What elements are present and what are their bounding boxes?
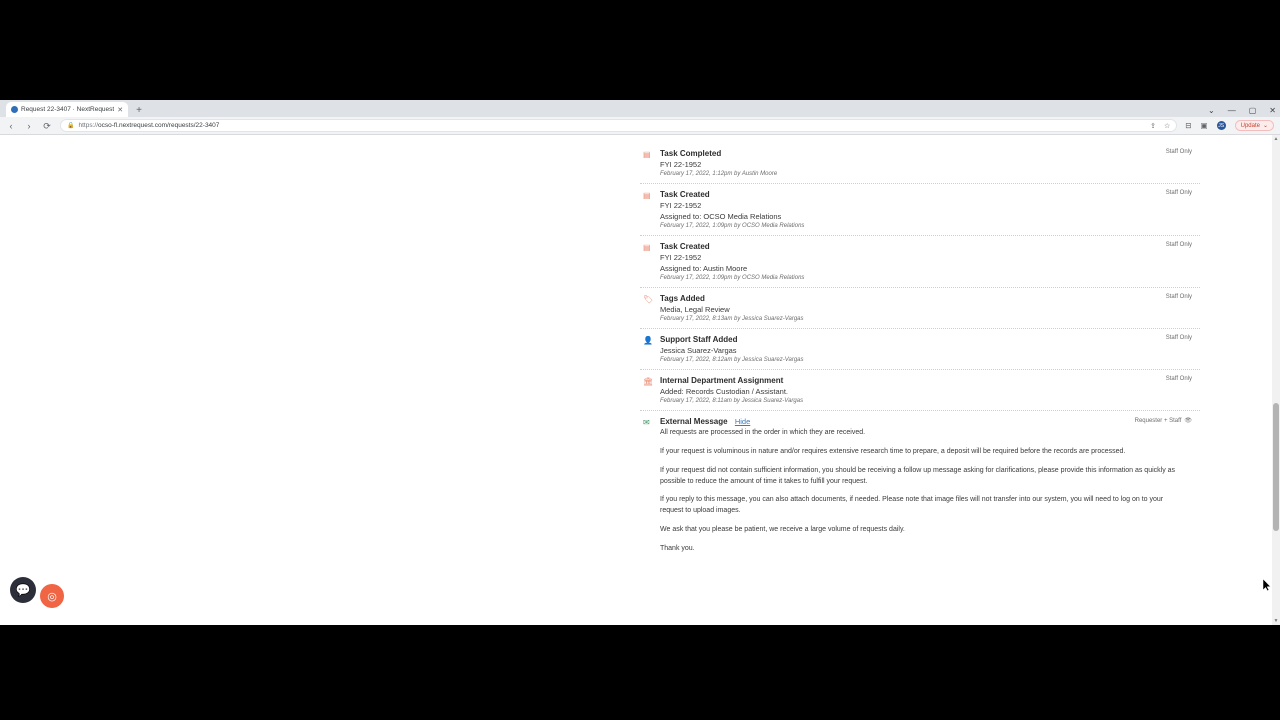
mouse-cursor: [1263, 579, 1271, 591]
visibility-label: Staff Only: [1165, 149, 1192, 155]
eye-icon[interactable]: 👁: [1184, 418, 1192, 424]
close-icon[interactable]: ✕: [117, 106, 124, 114]
task-icon: ▤: [643, 150, 651, 159]
minimize-button[interactable]: —: [1227, 106, 1236, 115]
tab-strip: [0, 100, 1280, 117]
task-icon: ▤: [643, 191, 651, 200]
visibility-badge: [1166, 335, 1192, 341]
visibility-badge: [1166, 149, 1192, 155]
help-badge-icon[interactable]: ◎: [40, 584, 64, 608]
visibility-badge: [1166, 376, 1192, 382]
request-timeline: [640, 135, 1200, 569]
timeline-item-line: Added: Records Custodian / Assistant.: [660, 387, 788, 396]
reading-list-icon[interactable]: ⊟: [1185, 121, 1192, 130]
message-paragraph: If your request did not contain sufficient information, you should be receiving a follow up message asking for clarifications, please provide this information as quickly as possible to reduce the amount of time it takes to fulfill your request.: [660, 466, 1176, 485]
message-paragraph: We ask that you please be patient, we receive a large volume of requests daily.: [660, 526, 905, 534]
forward-button[interactable]: ›: [27, 120, 31, 131]
hide-link[interactable]: Hide: [734, 417, 751, 426]
visibility-badge: [1135, 417, 1192, 424]
timeline-item-meta: February 17, 2022, 1:12pm by Austin Moore: [660, 171, 778, 177]
page-content: [0, 135, 1280, 625]
external-message-item: [640, 411, 1200, 569]
external-message-title: [660, 417, 1200, 426]
timeline-item-line: Assigned to: OCSO Media Relations: [660, 212, 782, 221]
visibility-label: Staff Only: [1165, 294, 1192, 300]
maximize-button[interactable]: ▢: [1248, 106, 1257, 115]
browser-window: [0, 100, 1280, 625]
timeline-item-meta: February 17, 2022, 1:09pm by OCSO Media Relations: [660, 275, 805, 281]
window-controls: [1208, 107, 1276, 115]
close-window-button[interactable]: ✕: [1269, 106, 1276, 115]
message-paragraph: All requests are processed in the order in which they are received.: [660, 429, 866, 436]
visibility-label: Staff Only: [1165, 242, 1192, 248]
browser-toolbar: [0, 117, 1280, 135]
timeline-item-title: Internal Department Assignment: [660, 376, 784, 385]
browser-tab[interactable]: [6, 102, 128, 117]
timeline-item-title: Task Created: [660, 242, 710, 251]
person-icon: 👤: [643, 336, 653, 345]
timeline-item-meta: February 17, 2022, 8:11am by Jessica Suarez-Vargas: [660, 398, 804, 404]
visibility-badge: [1166, 242, 1192, 248]
omnibox-actions: [1150, 122, 1170, 130]
timeline-item-line: Media, Legal Review: [660, 305, 730, 314]
timeline-item-line: Assigned to: Austin Moore: [660, 264, 748, 273]
toolbar-icons: [1185, 120, 1274, 131]
globe-icon: [11, 106, 18, 113]
url-scheme: https://: [78, 122, 98, 129]
visibility-label: Requester + Staff: [1134, 417, 1182, 424]
visibility-label: Staff Only: [1165, 335, 1192, 341]
timeline-item-line: FYI 22-1952: [660, 253, 702, 262]
message-paragraph: Thank you.: [660, 544, 695, 552]
timeline-item: [640, 236, 1200, 288]
timeline-item-title: Tags Added: [660, 294, 705, 303]
page-scrollbar[interactable]: [1272, 135, 1280, 625]
timeline-item-line: Jessica Suarez-Vargas: [660, 346, 737, 355]
share-icon[interactable]: ⇪: [1150, 122, 1156, 130]
update-button[interactable]: [1235, 120, 1274, 131]
message-paragraph: If you reply to this message, you can also attach documents, if needed. Please note that image files will not transfer into our system, you will need to log on to your request to upload images.: [660, 496, 1164, 515]
timeline-item-meta: February 17, 2022, 1:09pm by OCSO Media Relations: [660, 223, 805, 229]
timeline-item: [640, 143, 1200, 184]
chat-bubble-icon[interactable]: 💬: [10, 577, 36, 603]
visibility-label: Staff Only: [1165, 190, 1192, 196]
timeline-item: [640, 370, 1200, 411]
reload-button[interactable]: ⟳: [43, 120, 51, 131]
timeline-item-line: FYI 22-1952: [660, 160, 702, 169]
timeline-item-title: Support Staff Added: [660, 335, 738, 344]
tab-title: Request 22-3407 · NextRequest: [21, 106, 115, 113]
tag-icon: 🏷: [643, 295, 654, 304]
timeline-item-title: Task Created: [660, 190, 710, 199]
address-bar[interactable]: [60, 119, 1177, 132]
scroll-down-arrow[interactable]: ▼: [1273, 618, 1279, 624]
task-icon: ▤: [643, 243, 651, 252]
new-tab-button[interactable]: +: [136, 105, 142, 116]
update-label: Update: [1240, 122, 1260, 129]
visibility-badge: [1166, 294, 1192, 300]
back-button[interactable]: ‹: [9, 120, 13, 131]
external-message-label: External Message: [660, 417, 728, 426]
bookmark-star-icon[interactable]: ☆: [1163, 122, 1171, 130]
visibility-badge: [1166, 190, 1192, 196]
timeline-item-line: FYI 22-1952: [660, 201, 702, 210]
lock-icon: 🔒: [67, 123, 75, 129]
timeline-item: [640, 329, 1200, 370]
message-paragraph: If your request is voluminous in nature and/or requires extensive research time to prepare, a deposit will be required before the records are processed.: [660, 447, 1126, 455]
timeline-item-meta: February 17, 2022, 8:12am by Jessica Suarez-Vargas: [660, 357, 804, 363]
avatar[interactable]: JS: [1218, 122, 1225, 129]
scrollbar-thumb[interactable]: [1273, 403, 1279, 531]
extensions-icon[interactable]: ▣: [1200, 121, 1208, 130]
timeline-item-meta: February 17, 2022, 8:13am by Jessica Suarez-Vargas: [660, 316, 804, 322]
timeline-item: [640, 288, 1200, 329]
timeline-item: [640, 184, 1200, 236]
visibility-label: Staff Only: [1165, 376, 1192, 382]
envelope-icon: ✉: [643, 418, 650, 427]
scroll-up-arrow[interactable]: ▲: [1273, 136, 1279, 142]
building-icon: 🏛: [643, 377, 654, 386]
chevron-down-icon[interactable]: ⌄: [1208, 106, 1215, 115]
url-text: ocso-fl.nextrequest.com/requests/22-3407: [98, 122, 220, 129]
timeline-item-title: Task Completed: [660, 149, 722, 158]
chevron-down-icon: ⌄: [1262, 123, 1268, 129]
